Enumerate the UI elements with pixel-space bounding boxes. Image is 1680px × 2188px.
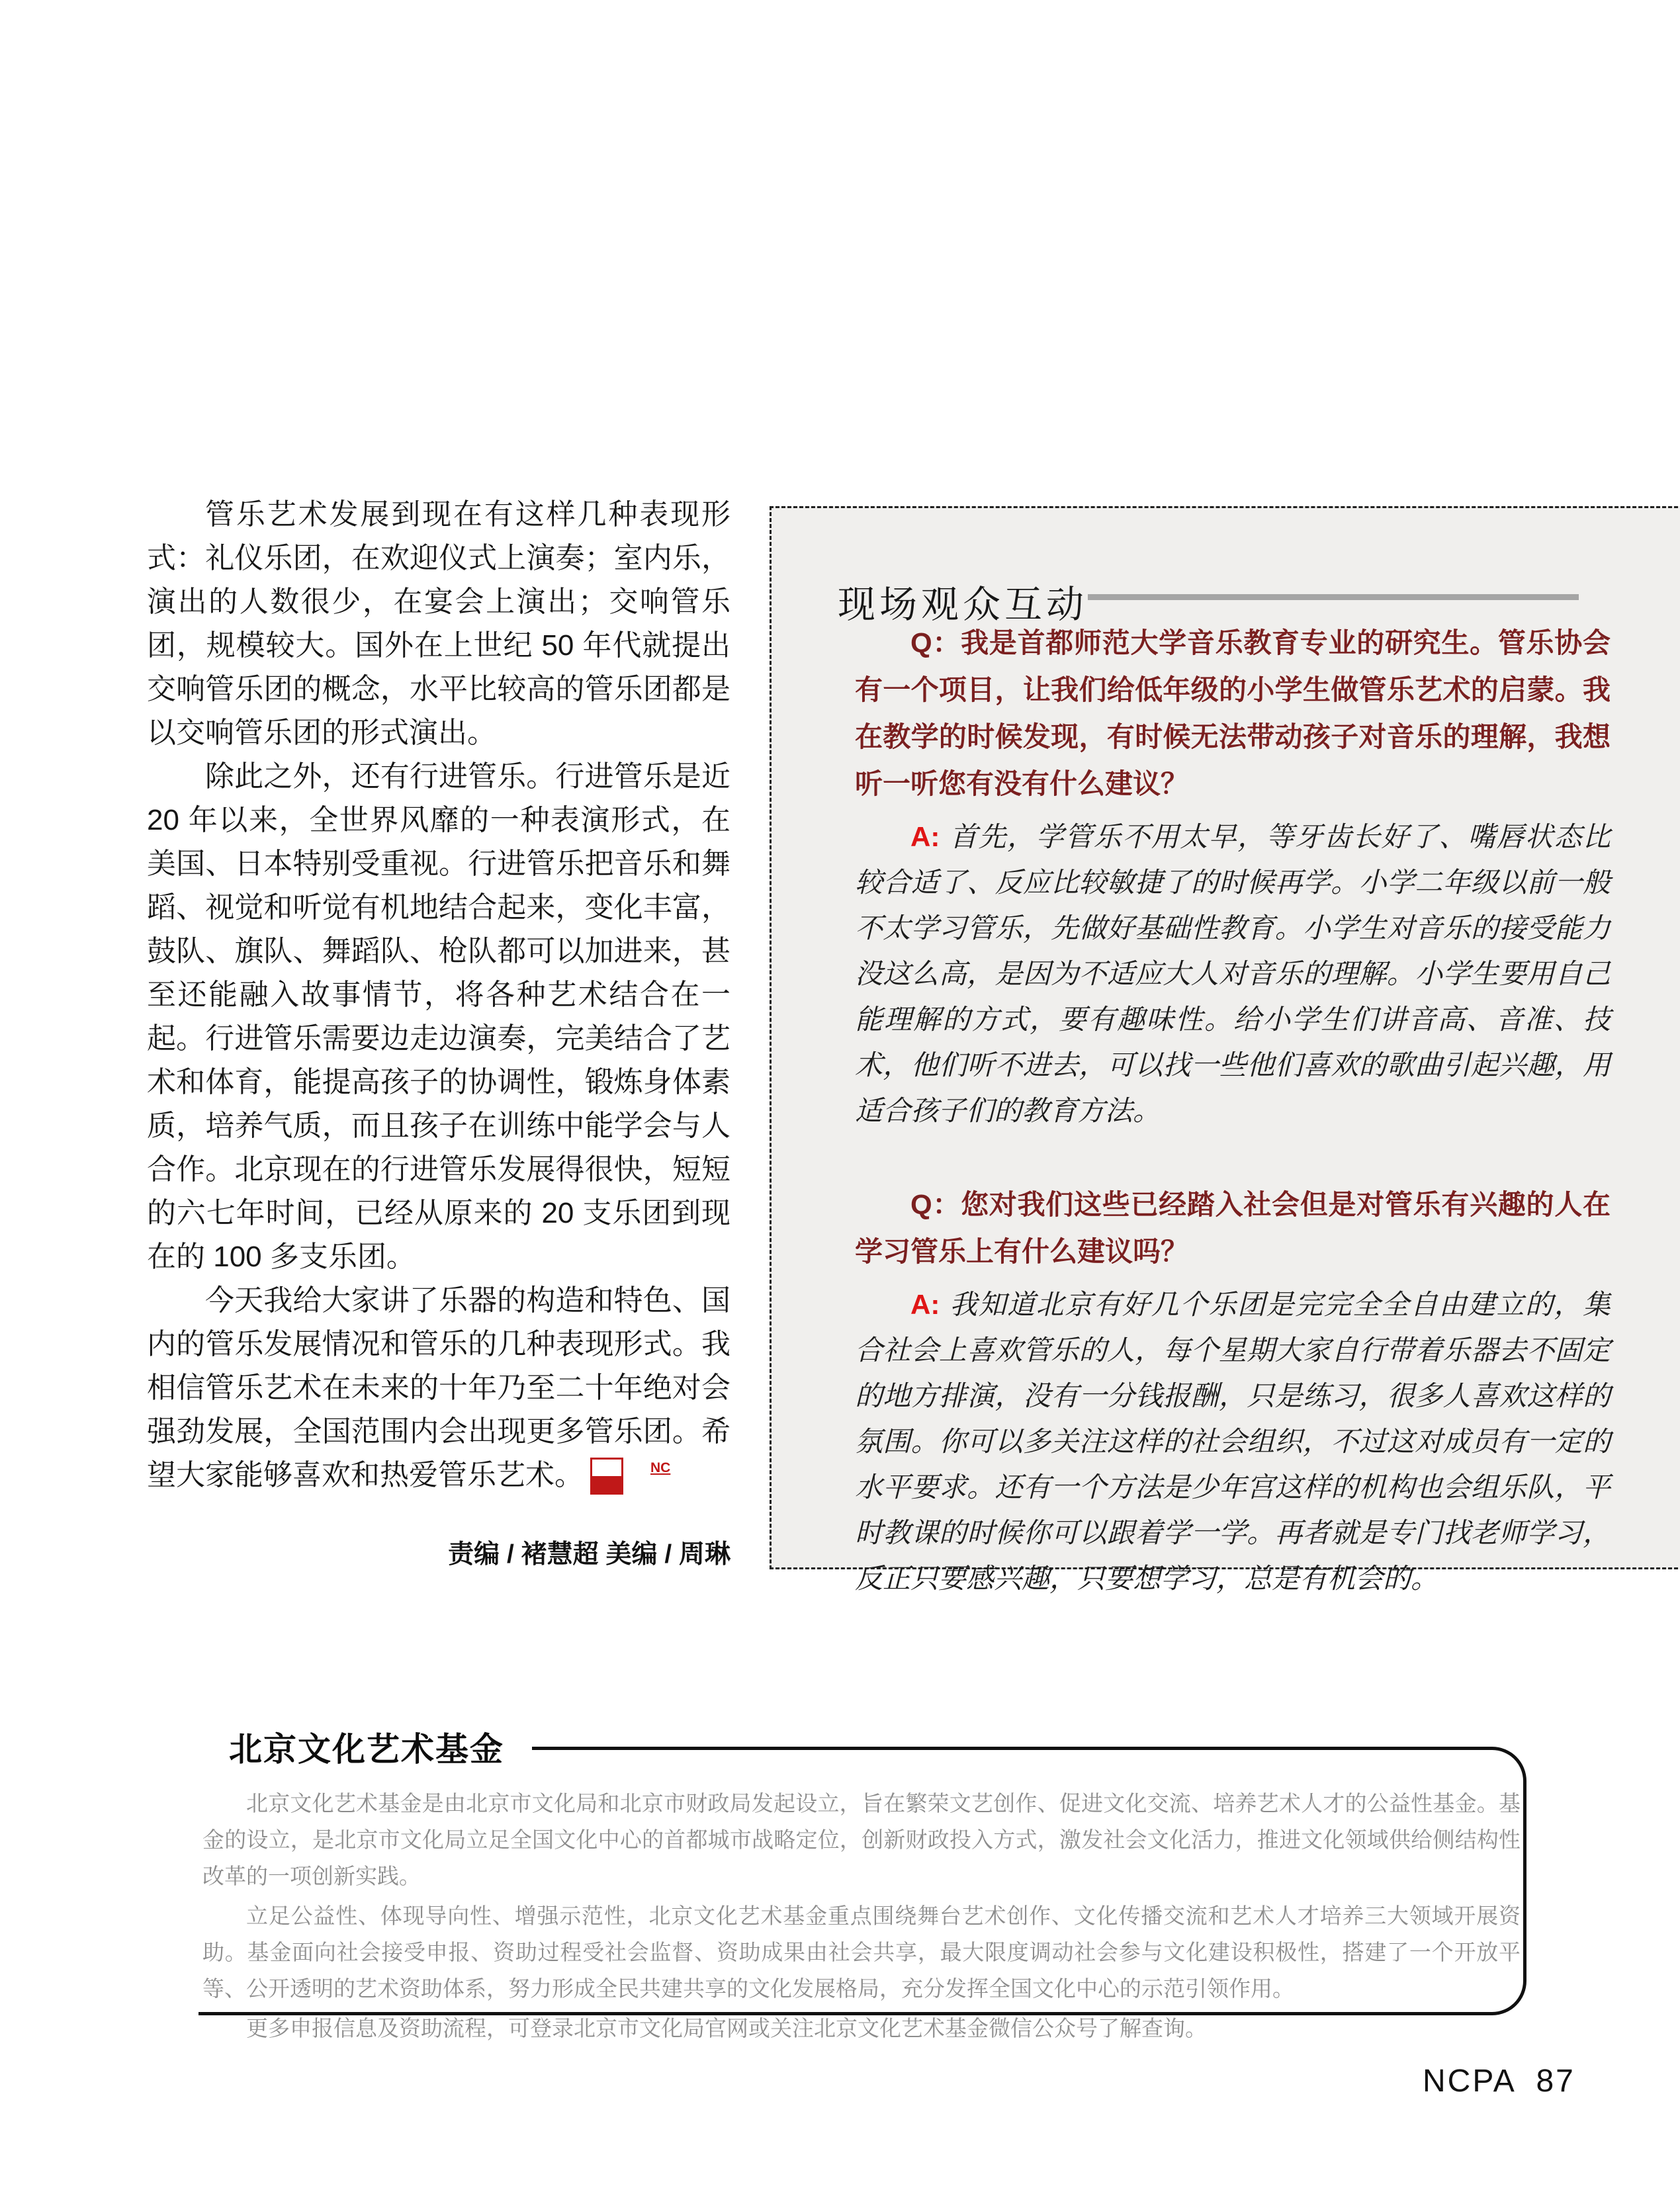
qa-title-rule [1088, 594, 1579, 600]
qa-box-title: 现场观众互动 [838, 584, 1088, 626]
fund-paragraph: 更多申报信息及资助流程，可登录北京市文化局官网或关注北京文化艺术基金微信公众号了解查询。 [246, 2016, 1207, 2040]
ncpa-end-mark-bottom: PA [592, 1476, 621, 1493]
article-paragraph [147, 1279, 730, 1497]
qa-content [855, 619, 1611, 1601]
article-left-column [147, 493, 730, 1497]
editor-credits: 责编 / 褚慧超 美编 / 周琳 [448, 1540, 730, 1569]
answer-2-text: 我知道北京有好几个乐团是完完全全自由建立的，集合社会上喜欢管乐的人，每个星期大家自行带着乐器去不固定的地方排演，没有一分钱报酬，只是练习，很多人喜欢这样的氛围。你可以多关注这样的社会组织，不过这对成员有一定的水平要求。还有一个方法是少年宫这样的机构也会组乐队，平时教课的时候你可以跟着学一学。再者就是专门找老师学习，反正只要感兴趣，只要想学习，总是有机会的。 [855, 1288, 1611, 1595]
answer-2 [855, 1282, 1611, 1601]
audience-interaction-box [770, 506, 1680, 1595]
page-number: NCPA 87 [1423, 2064, 1575, 2099]
ncpa-end-mark-top: NC [592, 1460, 621, 1476]
question-1 [855, 619, 1611, 807]
fund-box-title: 北京文化艺术基金 [199, 1723, 532, 1771]
answer-1 [855, 814, 1611, 1133]
question-1-text: 我是首都师范大学音乐教育专业的研究生。管乐协会有一个项目，让我们给低年级的小学生做管乐艺术的启蒙。我在教学的时候发现，有时候无法带动孩子对音乐的理解，我想听一听您有没有什么建议？ [855, 627, 1611, 799]
article-paragraph: 除此之外，还有行进管乐。行进管乐是近 20 年以来，全世界风靡的一种表演形式，在美国、日本特别受重视。行进管乐把音乐和舞蹈、视觉和听觉有机地结合起来，变化丰富，鼓队、旗队、舞蹈队、枪队都可以加进来，甚至还能融入故事情节，将各种艺术结合在一起。行进管乐需要边走边演奏，完美结合了艺术和体育，能提高孩子的协调性，锻炼身体素质，培养气质，而且孩子在训练中能学会与人合作。北京现在的行进管乐发展得很快，短短的六七年时间，已经从原来的 20 支乐团到现在的 100 多支乐团。 [147, 760, 730, 1273]
article-paragraph: 管乐艺术发展到现在有这样几种表现形式：礼仪乐团，在欢迎仪式上演奏；室内乐，演出的人数很少，在宴会上演出；交响管乐团，规模较大。国外在上世纪 50 年代就提出交响管乐团的概念，水平比较高的管乐团都是以交响管乐团的形式演出。 [147, 498, 730, 749]
question-1-label: Q： [910, 627, 961, 658]
article-paragraph-text: 今天我给大家讲了乐器的构造和特色、国内的管乐发展情况和管乐的几种表现形式。我相信管乐艺术在未来的十年乃至二十年绝对会强劲发展，全国范围内会出现更多管乐团。希望大家能够喜欢和热爱管乐艺术。 [147, 1284, 730, 1491]
fund-paragraph: 立足公益性、体现导向性、增强示范性，北京文化艺术基金重点围绕舞台艺术创作、文化传播交流和艺术人才培养三大领域开展资助。基金面向社会接受申报、资助过程受社会监督、资助成果由社会共享，最大限度调动社会参与文化建设积极性，搭建了一个开放平等、公开透明的艺术资助体系，努力形成全民共建共享的文化发展格局，充分发挥全国文化中心的示范引领作用。 [202, 1904, 1521, 2001]
question-2-text: 您对我们这些已经踏入社会但是对管乐有兴趣的人在学习管乐上有什么建议吗？ [855, 1189, 1611, 1267]
answer-1-text: 首先，学管乐不用太早，等牙齿长好了、嘴唇状态比较合适了、反应比较敏捷了的时候再学。小学二年级以前一般不太学习管乐，先做好基础性教育。小学生对音乐的接受能力没这么高，是因为不适应大人对音乐的理解。小学生要用自己能理解的方式，要有趣味性。给小学生们讲音高、音准、技术，他们听不进去，可以找一些他们喜欢的歌曲引起兴趣，用适合孩子们的教育方法。 [855, 820, 1611, 1127]
answer-1-label: A: [910, 821, 940, 852]
fund-paragraph: 北京文化艺术基金是由北京市文化局和北京市财政局发起设立，旨在繁荣文艺创作、促进文化交流、培养艺术人才的公益性基金。基金的设立，是北京市文化局立足全国文化中心的首都城市战略定位，创新财政投入方式，激发社会文化活力，推进文化领域供给侧结构性改革的一项创新实践。 [202, 1791, 1521, 1888]
question-2 [855, 1181, 1611, 1275]
fund-box-text [202, 1785, 1521, 2050]
ncpa-end-mark-icon [590, 1458, 671, 1495]
question-2-label: Q： [910, 1189, 961, 1220]
answer-2-label: A: [910, 1289, 940, 1320]
